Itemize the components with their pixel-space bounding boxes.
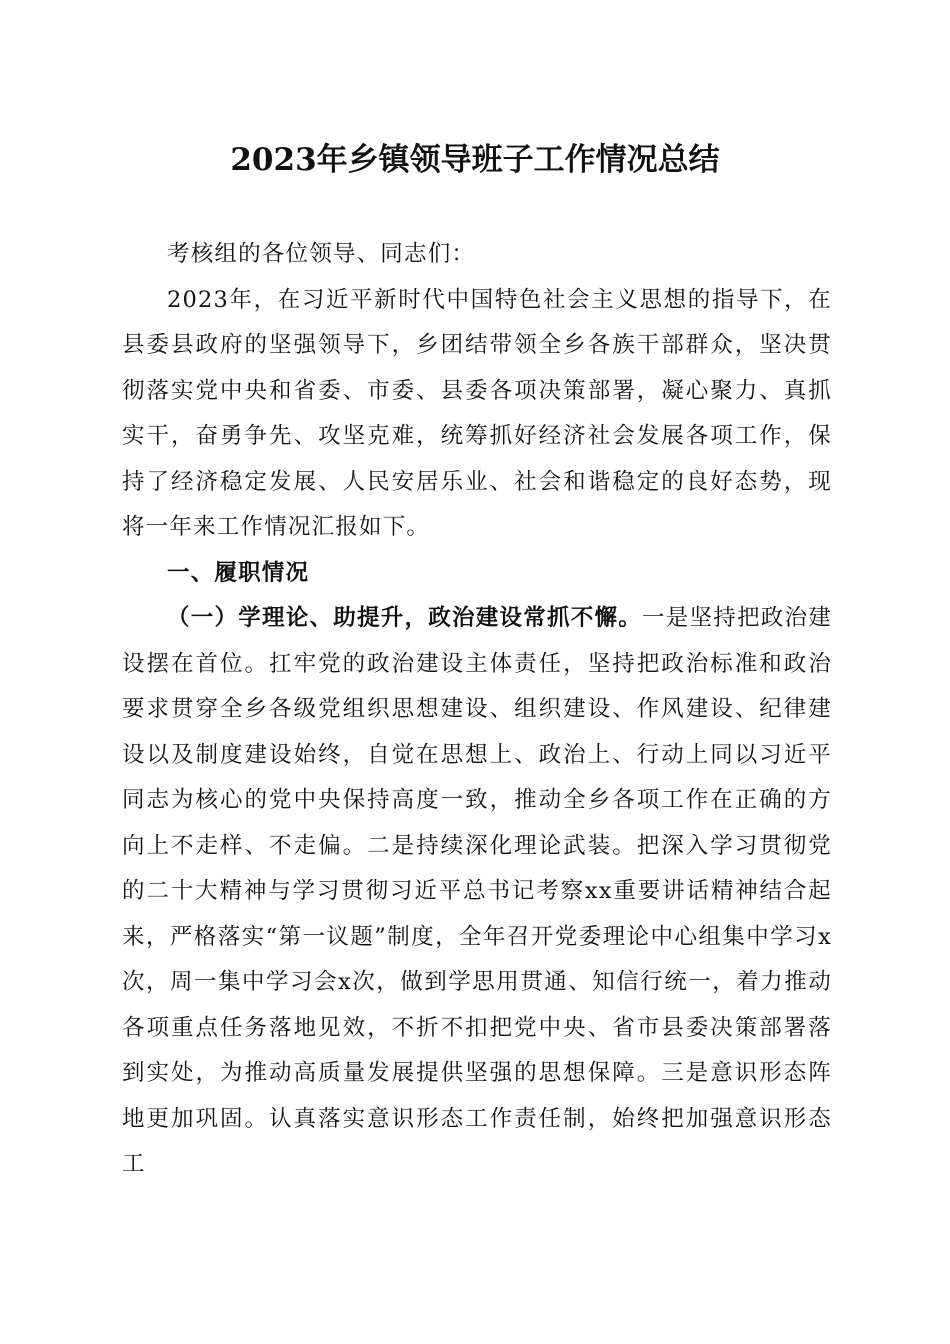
salutation: 考核组的各位领导、同志们： — [167, 241, 476, 267]
document-body — [122, 232, 832, 1188]
subsection-body: 一是坚持把政治建设摆在首位。扛牢党的政治建设主体责任，坚持把政治标准和政治要求贯穿全乡各级党组织思想建设、组织建设、作风建设、纪律建设以及制度建设始终，自觉在思想上、政治上、行动上同以习近平同志为核心的党中央保持高度一致，推动全乡各项工作在正确的方向上不走样、不走偏。二是持续深化理论武装。把深入学习贯彻党的二十大精神与学习贯彻习近平总书记考察xx重要讲话精神结合起来，严格落实“第一议题”制度，全年召开党委理论中心组集中学习x次，周一集中学习会x次，做到学思用贯通、知信行统一，着力推动各项重点任务落地见效，不折不扣把党中央、省市县委决策部署落到实处，为推动高质量发展提供坚强的思想保障。三是意识形态阵地更加巩固。认真落实意识形态工作责任制，始终把加强意识形态工 — [122, 605, 832, 1177]
intro-paragraph: 2023年，在习近平新时代中国特色社会主义思想的指导下，在县委县政府的坚强领导下，乡团结带领全乡各族干部群众，坚决贯彻落实党中央和省委、市委、县委各项决策部署，凝心聚力、真抓实干，奋勇争先、攻坚克难，统筹抓好经济社会发展各项工作，保持了经济稳定发展、人民安居乐业、社会和谐稳定的良好态势，现将一年来工作情况汇报如下。 — [122, 286, 832, 540]
section-heading: 一、履职情况 — [167, 559, 310, 586]
document-title: 2023年乡镇领导班子工作情况总结 — [230, 142, 720, 178]
subsection-heading: （一）学理论、助提升，政治建设常抓不懈。 — [167, 605, 643, 631]
subsection-paragraph — [122, 596, 832, 1188]
